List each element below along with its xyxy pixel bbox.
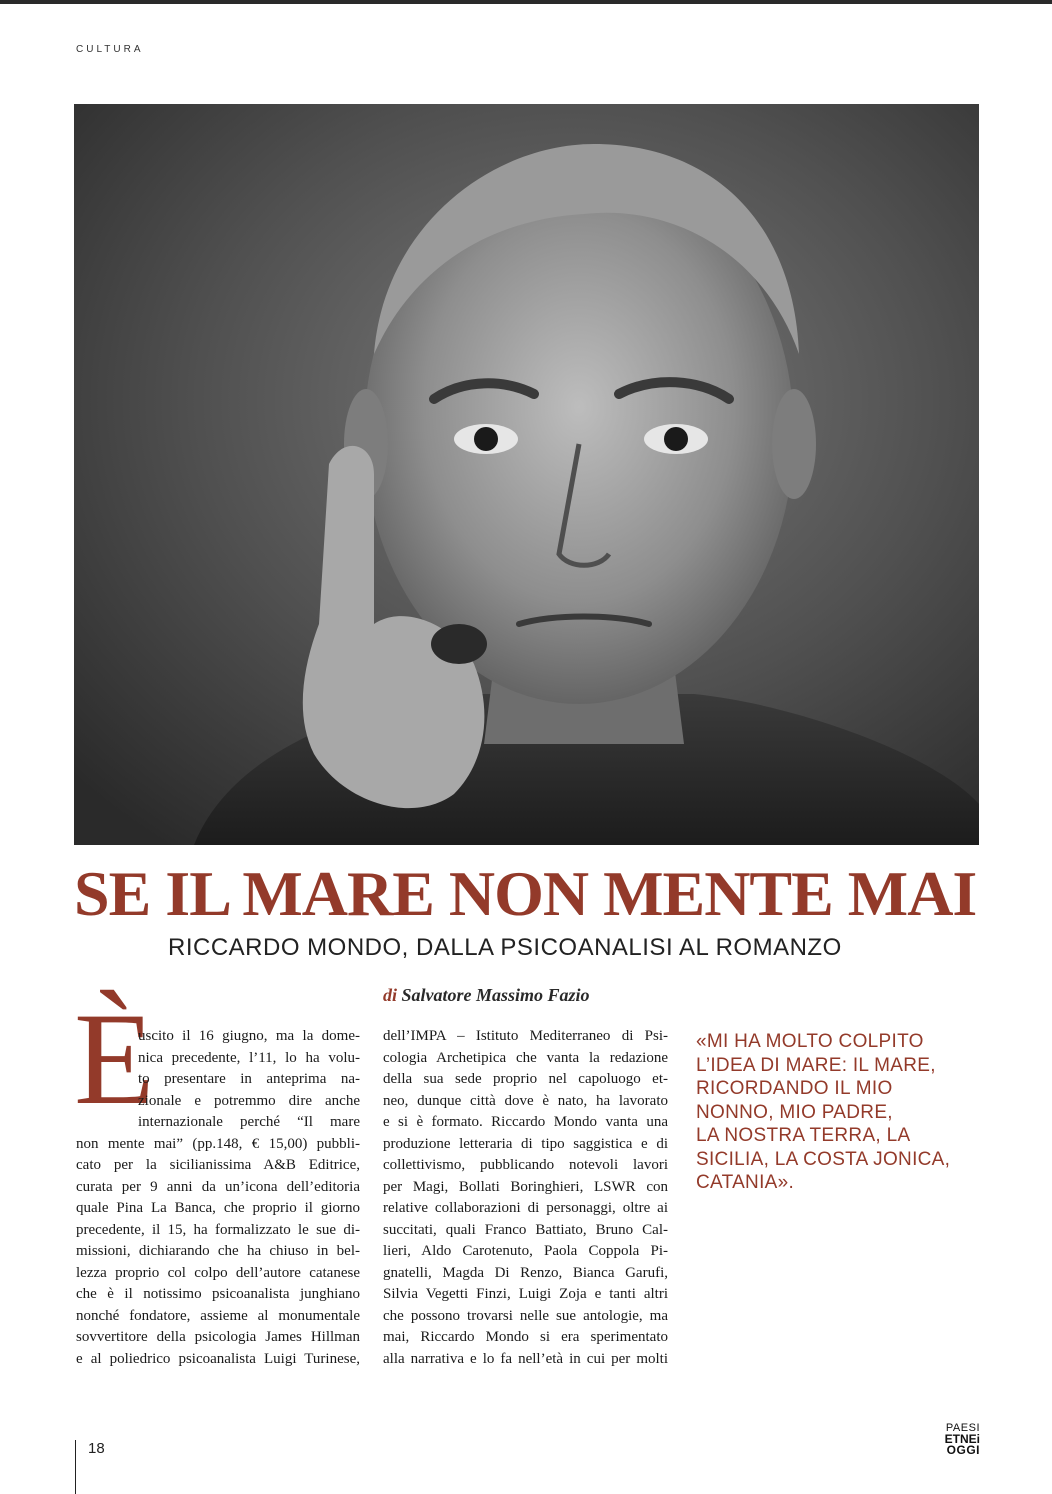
column-line: lieri, Aldo Carotenuto, Paola Coppola Pi- <box>383 1243 668 1259</box>
byline-prefix: di <box>383 985 398 1005</box>
portrait-illustration <box>74 104 979 845</box>
logo-line-1: PAESI <box>945 1422 980 1434</box>
column-line: sovvertitore della psicologia James Hillman <box>76 1329 360 1345</box>
headline: SE IL MARE NON MENTE MAI <box>74 858 977 929</box>
page-number-rule <box>75 1440 76 1494</box>
publication-logo <box>920 1423 980 1456</box>
column-line: collettivismo, pubblicando notevoli lavori <box>383 1157 668 1173</box>
column-line: e si è formato. Riccardo Mondo vanta una <box>383 1114 668 1130</box>
column-line: gnatelli, Magda Di Renzo, Bianca Garufi, <box>383 1264 668 1281</box>
column-line: per Magi, Bollati Boringhieri, LSWR con <box>383 1178 668 1195</box>
column-line: to presentare in anteprima na- <box>138 1071 360 1087</box>
subtitle: RICCARDO MONDO, DALLA PSICOANALISI AL ROMANZO <box>168 934 842 961</box>
column-line: dell’IMPA – Istituto Mediterraneo di Psi- <box>383 1028 668 1044</box>
section-label: CULTURA <box>76 44 144 55</box>
byline <box>383 985 590 1006</box>
pull-quote-line: CATANIA». <box>696 1172 795 1193</box>
logo-line-2: ETNEi <box>944 1432 980 1446</box>
column-line: cologia Archetipica che vanta la redazione <box>383 1049 668 1066</box>
column-line: internazionale perché “Il mare <box>138 1114 360 1130</box>
column-line: uscito il 16 giugno, ma la dome- <box>138 1028 360 1044</box>
top-rule <box>0 0 1052 4</box>
column-line: Silvia Vegetti Finzi, Luigi Zoja e tanti altri <box>383 1286 668 1302</box>
column-line: non mente mai” (pp.148, € 15,00) pubbli- <box>76 1135 360 1152</box>
column-line: relative collaborazioni di personaggi, oltre ai <box>383 1200 668 1216</box>
pull-quote-line: LA NOSTRA TERRA, LA <box>696 1125 911 1146</box>
drop-cap: È <box>74 985 155 1132</box>
column-line: e al poliedrico psicoanalista Luigi Turinese, <box>76 1350 360 1367</box>
column-line: missioni, dichiarando che ha chiuso in bel- <box>76 1243 360 1259</box>
column-line: curata per 9 anni da un’icona dell’editoria <box>76 1178 360 1195</box>
column-line: mai, Riccardo Mondo si era sperimentato <box>383 1329 668 1345</box>
article-column-2 <box>383 1026 668 1370</box>
column-line: alla narrativa e lo fa nell’età in cui per molti <box>383 1350 668 1367</box>
pull-quote-line: SICILIA, LA COSTA JONICA, <box>696 1148 951 1170</box>
article-column-1 <box>76 1026 360 1370</box>
column-line: succitati, quali Franco Battiato, Bruno Cal- <box>383 1221 668 1238</box>
column-line: lezza proprio col colpo dell’autore catanese <box>76 1264 360 1281</box>
logo-line-3: OGGI <box>946 1443 980 1457</box>
column-line: zionale e potremmo dire anche <box>138 1092 360 1109</box>
pull-quote-line: NONNO, MIO PADRE, <box>696 1101 893 1123</box>
pull-quote-line: «MI HA MOLTO COLPITO <box>696 1031 924 1052</box>
column-line: cato per la sicilianissima A&B Editrice, <box>76 1157 360 1173</box>
column-line: quale Pina La Banca, che proprio il giorno <box>76 1200 360 1216</box>
pull-quote-line: L’IDEA DI MARE: IL MARE, <box>696 1054 936 1076</box>
column-line: produzione letteraria di tipo saggistica e di <box>383 1135 668 1152</box>
column-line: della sua sede proprio nel capoluogo et- <box>383 1071 668 1087</box>
column-line: neo, dunque città dove è nato, ha lavorato <box>383 1092 668 1109</box>
pull-quote-line: RICORDANDO IL MIO <box>696 1078 893 1099</box>
column-line: nica precedente, l’11, lo ha volu- <box>138 1049 360 1066</box>
column-line: precedente, il 15, ha formalizzato le sue di- <box>76 1221 360 1238</box>
portrait-photo <box>74 104 979 845</box>
column-line: che è il notissimo psicoanalista junghiano <box>76 1286 360 1302</box>
column-line: che possono trovarsi nelle sue antologie, ma <box>383 1307 668 1324</box>
byline-author: Salvatore Massimo Fazio <box>401 985 590 1005</box>
column-line: nonché fondatore, assieme al monumentale <box>76 1307 360 1324</box>
page-number: 18 <box>88 1440 105 1457</box>
pull-quote <box>696 1030 986 1195</box>
